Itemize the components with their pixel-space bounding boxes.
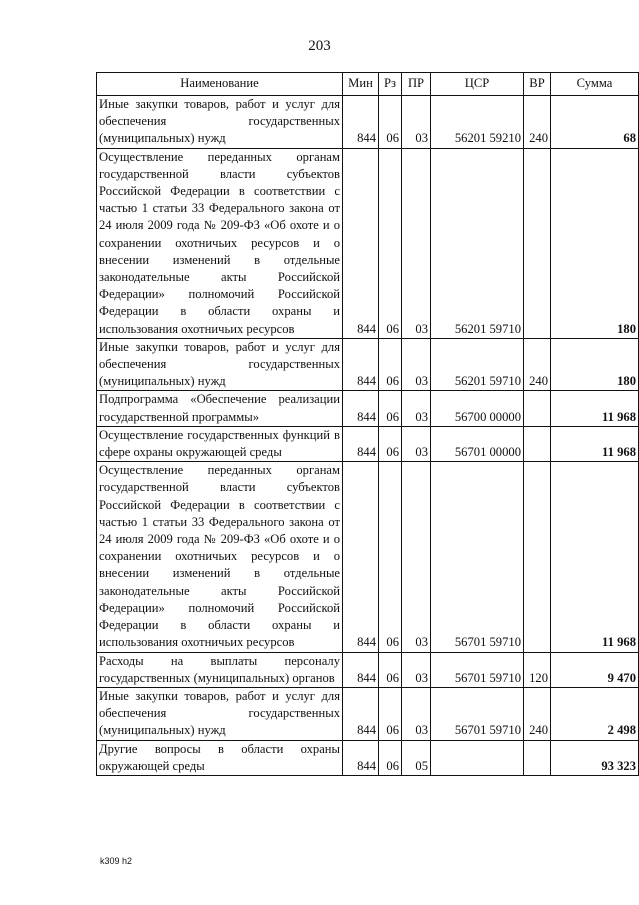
row-name: Иные закупки товаров, работ и услуг для обеспечения государственных (муниципальных) нужд — [97, 96, 343, 149]
row-rz: 06 — [379, 391, 402, 426]
row-min: 844 — [343, 148, 379, 338]
row-name: Иные закупки товаров, работ и услуг для обеспечения государственных (муниципальных) нужд — [97, 687, 343, 740]
row-pr: 03 — [402, 426, 431, 461]
row-min: 844 — [343, 462, 379, 652]
table-row — [97, 338, 639, 391]
row-name: Расходы на выплаты персоналу государственных (муниципальных) органов — [97, 652, 343, 687]
row-sum: 180 — [551, 338, 639, 391]
row-rz: 06 — [379, 462, 402, 652]
row-sum: 2 498 — [551, 687, 639, 740]
table-header — [97, 73, 639, 96]
row-csr: 56700 00000 — [431, 391, 524, 426]
row-min: 844 — [343, 687, 379, 740]
row-vr — [524, 426, 551, 461]
table-row — [97, 391, 639, 426]
row-min: 844 — [343, 338, 379, 391]
row-name: Осуществление переданных органам государственной власти субъектов Российской Федерации в соответствии с частью 1 статьи 33 Федерального закона от 24 июля 2009 года № 209-ФЗ «Об охоте и о сохранении охотничьих ресурсов и о внесении изменений в отдельные законодательные акты Российской Федерации» полномочий Российской Федерации в области охраны и использования охотничьих ресурсов — [97, 148, 343, 338]
col-header-rz: Рз — [379, 73, 402, 96]
row-rz: 06 — [379, 338, 402, 391]
col-header-pr: ПР — [402, 73, 431, 96]
row-rz: 06 — [379, 148, 402, 338]
row-name: Другие вопросы в области охраны окружающей среды — [97, 740, 343, 775]
row-name: Осуществление переданных органам государственной власти субъектов Российской Федерации в соответствии с частью 1 статьи 33 Федерального закона от 24 июля 2009 года № 209-ФЗ «Об охоте и о сохранении охотничьих ресурсов и о внесении изменений в отдельные законодательные акты Российской Федерации» полномочий Российской Федерации в области охраны и использования охотничьих ресурсов — [97, 462, 343, 652]
row-rz: 06 — [379, 687, 402, 740]
row-sum: 11 968 — [551, 391, 639, 426]
row-vr: 240 — [524, 96, 551, 149]
row-csr: 56701 59710 — [431, 652, 524, 687]
table-row — [97, 652, 639, 687]
page-number: 203 — [308, 38, 331, 54]
row-vr — [524, 462, 551, 652]
row-vr: 240 — [524, 338, 551, 391]
row-sum: 93 323 — [551, 740, 639, 775]
row-name: Подпрограмма «Обеспечение реализации государственной программы» — [97, 391, 343, 426]
row-sum: 11 968 — [551, 462, 639, 652]
row-vr — [524, 148, 551, 338]
row-sum: 11 968 — [551, 426, 639, 461]
table-row — [97, 426, 639, 461]
row-pr: 03 — [402, 462, 431, 652]
row-rz: 06 — [379, 740, 402, 775]
table-row — [97, 96, 639, 149]
col-header-vr: ВР — [524, 73, 551, 96]
row-name: Осуществление государственных функций в сфере охраны окружающей среды — [97, 426, 343, 461]
row-sum: 180 — [551, 148, 639, 338]
row-csr: 56201 59210 — [431, 96, 524, 149]
row-pr: 05 — [402, 740, 431, 775]
row-rz: 06 — [379, 96, 402, 149]
row-vr — [524, 391, 551, 426]
table-row — [97, 462, 639, 652]
row-rz: 06 — [379, 652, 402, 687]
row-csr — [431, 740, 524, 775]
table-body — [97, 96, 639, 776]
col-header-csr: ЦСР — [431, 73, 524, 96]
col-header-sum: Сумма — [551, 73, 639, 96]
table-row — [97, 148, 639, 338]
row-sum: 9 470 — [551, 652, 639, 687]
table-row — [97, 740, 639, 775]
row-vr: 120 — [524, 652, 551, 687]
row-min: 844 — [343, 426, 379, 461]
row-csr: 56701 59710 — [431, 687, 524, 740]
row-pr: 03 — [402, 148, 431, 338]
row-min: 844 — [343, 740, 379, 775]
row-pr: 03 — [402, 338, 431, 391]
table-row — [97, 687, 639, 740]
row-vr: 240 — [524, 687, 551, 740]
col-header-name: Наименование — [97, 73, 343, 96]
row-csr: 56201 59710 — [431, 148, 524, 338]
row-rz: 06 — [379, 426, 402, 461]
row-pr: 03 — [402, 687, 431, 740]
footer-code: k309 h2 — [100, 856, 133, 866]
row-pr: 03 — [402, 652, 431, 687]
budget-table — [96, 72, 639, 776]
row-min: 844 — [343, 391, 379, 426]
row-sum: 68 — [551, 96, 639, 149]
row-name: Иные закупки товаров, работ и услуг для обеспечения государственных (муниципальных) нужд — [97, 338, 343, 391]
row-csr: 56701 59710 — [431, 462, 524, 652]
row-csr: 56701 00000 — [431, 426, 524, 461]
row-pr: 03 — [402, 96, 431, 149]
row-pr: 03 — [402, 391, 431, 426]
row-vr — [524, 740, 551, 775]
row-min: 844 — [343, 652, 379, 687]
row-csr: 56201 59710 — [431, 338, 524, 391]
row-min: 844 — [343, 96, 379, 149]
col-header-min: Мин — [343, 73, 379, 96]
